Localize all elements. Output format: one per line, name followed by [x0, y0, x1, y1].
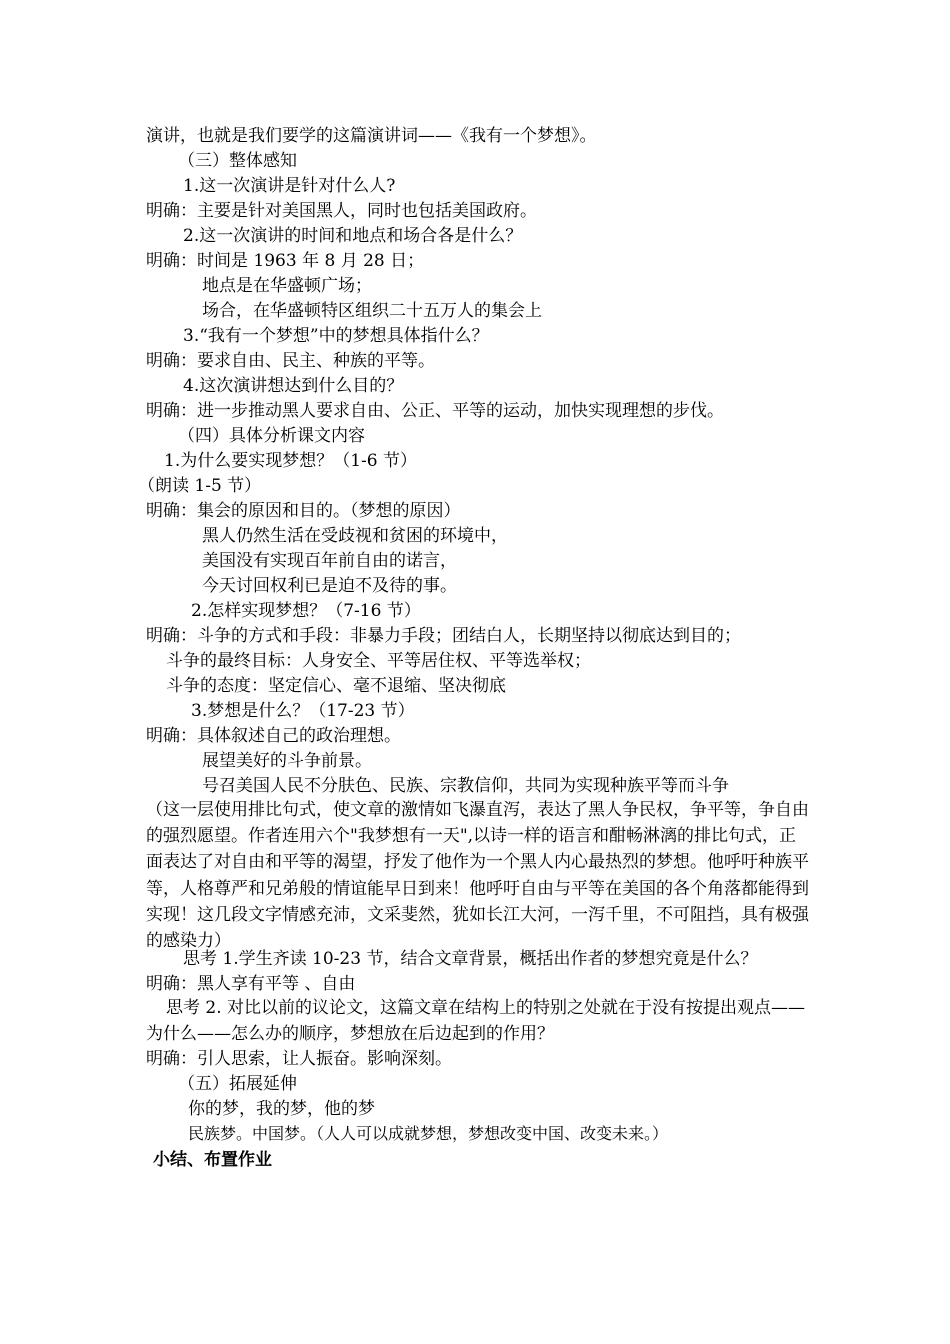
answer: 明确：斗争的方式和手段：非暴力手段；团结白人，长期坚持以彻底达到目的；: [146, 626, 741, 646]
note: （朗读 1-5 节）: [138, 476, 262, 496]
answer: 明确：要求自由、民主、种族的平等。: [146, 351, 435, 371]
question: 2.这一次演讲的时间和地点和场合各是什么？: [183, 226, 523, 246]
text-line: 你的梦，我的梦，他的梦: [188, 1099, 375, 1119]
text-line: 演讲，也就是我们要学的这篇演讲词——《我有一个梦想》。: [146, 126, 597, 146]
answer: 明确：进一步推动黑人要求自由、公正、平等的运动，加快实现理想的步伐。: [146, 401, 724, 421]
question: 3.梦想是什么？（17-23 节）: [191, 701, 415, 721]
question-paragraph: 思考 2. 对比以前的议论文，这篇文章在结构上的特别之处就在于没有按提出观点——为什么——怎么办的顺序，梦想放在后边起到的作用？: [146, 998, 806, 1045]
answer: 明确：引人思索，让人振奋。影响深刻。: [146, 1049, 452, 1069]
question: 2.怎样实现梦想？（7-16 节）: [191, 601, 421, 621]
question: 3.“我有一个梦想”中的梦想具体指什么？: [183, 326, 489, 346]
answer-detail: 展望美好的斗争前景。: [202, 751, 372, 771]
answer-detail: 斗争的最终目标：人身安全、平等居住权、平等选举权；: [166, 651, 591, 671]
answer: 明确：时间是 1963 年 8 月 28 日；: [146, 251, 425, 271]
section-heading: （五）拓展延伸: [178, 1074, 297, 1094]
answer: 明确：黑人享有平等 、自由: [146, 974, 356, 994]
question: 1.为什么要实现梦想？（1-6 节）: [164, 451, 417, 471]
answer-detail: 地点是在华盛顿广场；: [202, 276, 372, 296]
answer-detail: 场合，在华盛顿特区组织二十五万人的集会上: [202, 301, 542, 321]
answer: 明确：集会的原因和目的。（梦想的原因）: [146, 501, 461, 521]
text-line: 民族梦。中国梦。（人人可以成就梦想，梦想改变中国、改变未来。）: [188, 1124, 669, 1143]
commentary-paragraph: （这一层使用排比句式，使文章的激情如飞瀑直泻，表达了黑人争民权，争平等，争自由的强烈愿望。作者连用六个"我梦想有一天",以诗一样的语言和酣畅淋漓的排比句式，正面表达了对自由和平等的渴望，抒发了他作为一个黑人内心最热烈的梦想。他呼吁种族平等，人格尊严和兄弟般的情谊能早日到来！他呼吁自由与平等在美国的各个角落都能得到实现！这几段文字情感充沛，文采斐然，犹如长江大河，一泻千里，不可阻挡，具有极强的感染力）: [146, 800, 809, 952]
answer-detail: 美国没有实现百年前自由的诺言，: [202, 551, 457, 571]
answer-detail: 今天讨回权利已是迫不及待的事。: [202, 576, 457, 596]
question: 思考 1.学生齐读 10-23 节，结合文章背景，概括出作者的梦想究竟是什么？: [183, 949, 758, 969]
answer-detail: 号召美国人民不分肤色、民族、宗教信仰，共同为实现种族平等而斗争: [202, 776, 729, 796]
question: 4.这次演讲想达到什么目的？: [183, 376, 404, 396]
answer: 明确：主要是针对美国黑人，同时也包括美国政府。: [146, 201, 537, 221]
section-heading: （四）具体分析课文内容: [178, 426, 365, 446]
summary-heading: 小结、布置作业: [153, 1150, 272, 1170]
answer: 明确：具体叙述自己的政治理想。: [146, 726, 401, 746]
question: 1.这一次演讲是针对什么人?: [183, 176, 396, 196]
answer-detail: 斗争的态度：坚定信心、毫不退缩、坚决彻底: [166, 676, 506, 696]
answer-detail: 黑人仍然生活在受歧视和贫困的环境中，: [202, 526, 508, 546]
section-heading: （三）整体感知: [178, 151, 297, 171]
